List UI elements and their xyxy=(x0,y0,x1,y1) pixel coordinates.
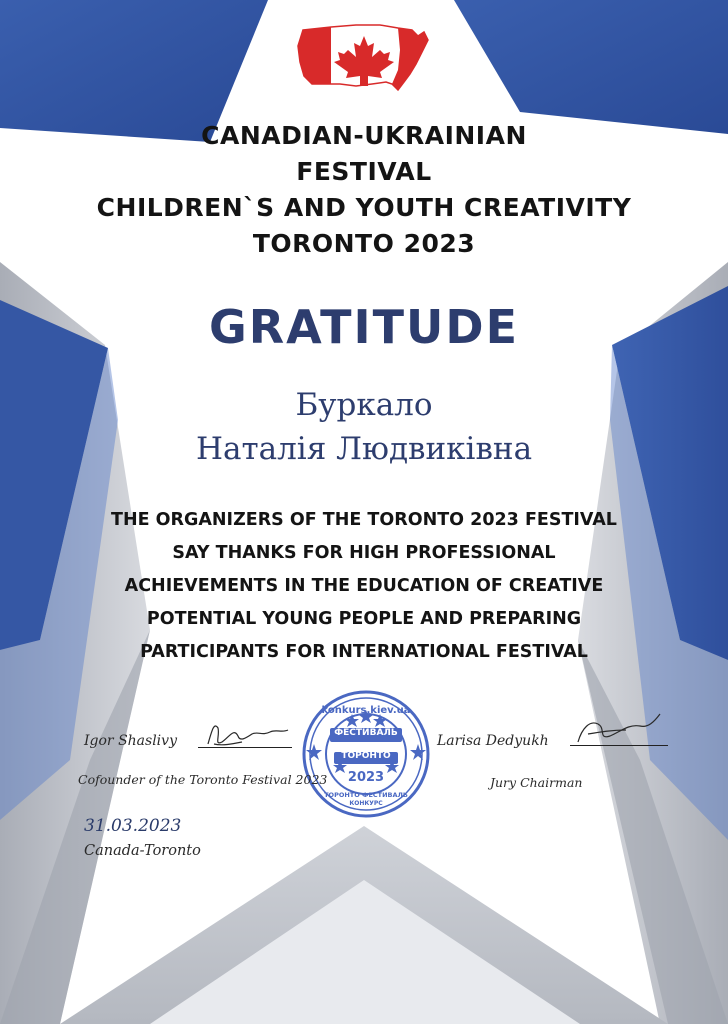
signer-left-name: Igor Shaslivy xyxy=(84,733,177,749)
gratitude-message xyxy=(0,504,728,669)
signer-right-name: Larisa Dedyukh xyxy=(437,733,549,749)
recipient-name xyxy=(0,383,728,471)
signer-right-line xyxy=(570,745,668,746)
title-line: CANADIAN-UKRAINIAN xyxy=(201,121,527,150)
stamp-bottom-text: ТОРОНТО ФЕСТИВАЛЬ xyxy=(324,791,408,799)
message-line: THE ORGANIZERS OF THE TORONTO 2023 FESTIVAL xyxy=(111,510,617,530)
stamp-band-bottom: ТОРОНТО xyxy=(341,751,391,761)
stamp-bottom-text-2: КОНКУРС xyxy=(349,800,383,807)
recipient-surname: Буркало xyxy=(295,387,433,423)
message-line: POTENTIAL YOUNG PEOPLE AND PREPARING xyxy=(146,609,582,629)
gratitude-heading: GRATITUDE xyxy=(208,300,520,354)
signer-left-role: Cofounder of the Toronto Festival 2023 xyxy=(78,772,328,787)
stamp-band-top: ФЕСТИВАЛЬ xyxy=(334,728,398,738)
festival-stamp xyxy=(304,692,428,816)
signer-right-role: Jury Chairman xyxy=(490,775,583,790)
message-line: SAY THANKS FOR HIGH PROFESSIONAL xyxy=(172,543,556,563)
title-line: TORONTO 2023 xyxy=(252,229,476,258)
certificate-place: Canada-Toronto xyxy=(84,843,201,859)
message-line: ACHIEVEMENTS IN THE EDUCATION OF CREATIVE xyxy=(124,576,604,596)
title-line: FESTIVAL xyxy=(296,157,432,186)
festival-title xyxy=(0,118,728,262)
signer-left-line xyxy=(198,747,292,748)
title-line: CHILDREN`S AND YOUTH CREATIVITY xyxy=(96,193,632,222)
certificate-date: 31.03.2023 xyxy=(84,816,182,836)
recipient-given-names: Наталія Людвиківна xyxy=(195,431,533,467)
message-line: PARTICIPANTS FOR INTERNATIONAL FESTIVAL xyxy=(140,642,588,662)
stamp-website: konkurs.kiev.ua xyxy=(321,705,411,716)
stamp-year: 2023 xyxy=(347,770,385,785)
